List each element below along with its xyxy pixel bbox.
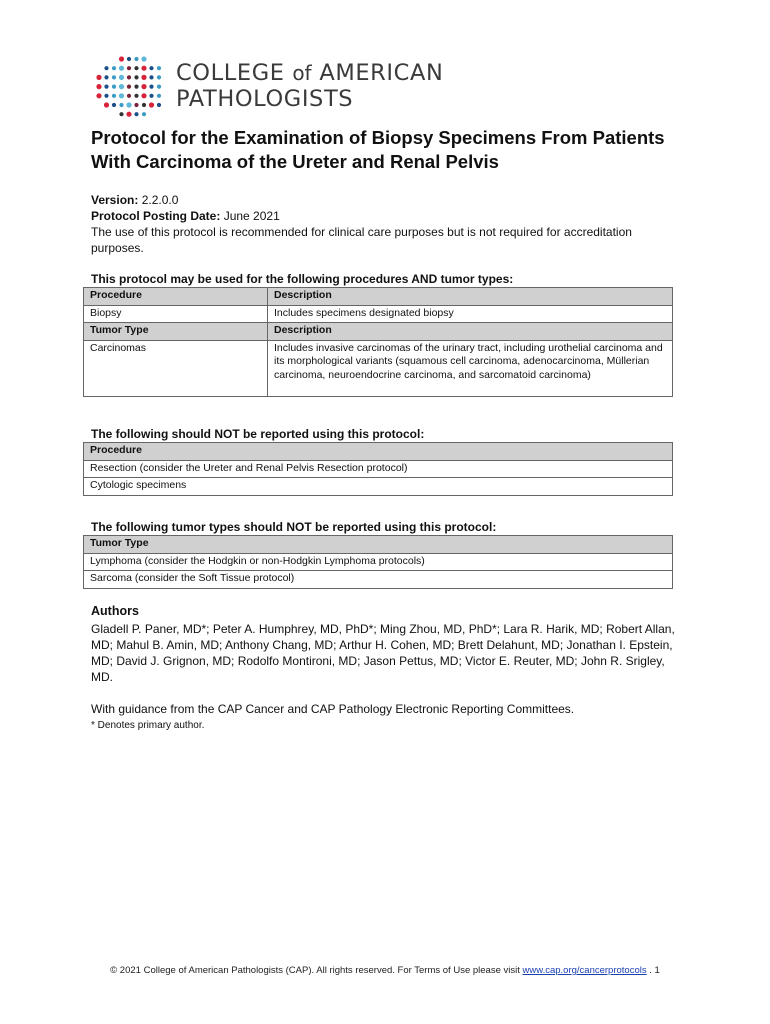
cap-logo-dots-icon	[94, 54, 164, 120]
guidance-text: With guidance from the CAP Cancer and CAP Pathology Electronic Reporting Committees.	[91, 702, 575, 716]
footer-copyright: © 2021 College of American Pathologists (CAP). All rights reserved. For Terms of Use please visit	[110, 965, 520, 976]
table-row	[84, 323, 673, 341]
not-tumors-heading: The following tumor types should NOT be reported using this protocol:	[91, 520, 497, 534]
table-row	[84, 571, 673, 589]
title-line-1: Protocol for the Examination of Biopsy Specimens From Patients	[91, 127, 665, 148]
table-cell: Lymphoma (consider the Hodgkin or non-Hodgkin Lymphoma protocols)	[84, 553, 673, 571]
table-cell: Tumor Type	[84, 536, 673, 554]
version-label: Version:	[91, 193, 139, 207]
table-cell: Resection (consider the Ureter and Renal Pelvis Resection protocol)	[84, 460, 673, 478]
posting-date-value: June 2021	[223, 209, 280, 223]
table-row	[84, 443, 673, 461]
table-row	[84, 460, 673, 478]
version-value: 2.2.0.0	[141, 193, 179, 207]
table-cell: Procedure	[84, 443, 673, 461]
table-cell: Sarcoma (consider the Soft Tissue protocol)	[84, 571, 673, 589]
title-line-2: With Carcinoma of the Ureter and Renal Pelvis	[91, 151, 499, 172]
table-row	[84, 340, 673, 396]
table-row	[84, 478, 673, 496]
posting-date-label: Protocol Posting Date:	[91, 209, 221, 223]
not-procedures-table	[83, 442, 673, 496]
table-cell: Procedure	[84, 288, 268, 306]
table-cell: Biopsy	[84, 305, 268, 323]
cap-logo	[94, 54, 514, 120]
cap-logo-text: COLLEGE of AMERICAN PATHOLOGISTS	[176, 60, 444, 112]
table-cell: Description	[268, 323, 673, 341]
not-procedures-heading: The following should NOT be reported using this protocol:	[91, 427, 425, 441]
primary-author-note: * Denotes primary author.	[91, 720, 205, 731]
authors-heading: Authors	[91, 604, 139, 618]
page-footer	[0, 965, 770, 976]
table-row	[84, 288, 673, 306]
cancer-protocols-link[interactable]: www.cap.org/cancerprotocols	[522, 965, 647, 976]
may-use-table	[83, 287, 673, 397]
table-cell: Cytologic specimens	[84, 478, 673, 496]
table-cell: Includes invasive carcinomas of the urinary tract, including urothelial carcinoma and its morphological variants (squamous cell carcinoma, adenocarcinoma, Müllerian carcinoma, neuroendocrine carcinoma, and sarcomatoid carcinoma)	[268, 340, 673, 396]
table-row	[84, 305, 673, 323]
table-cell: Includes specimens designated biopsy	[268, 305, 673, 323]
table-cell: Description	[268, 288, 673, 306]
page-number: . 1	[649, 965, 660, 976]
table-row	[84, 553, 673, 571]
usage-text: The use of this protocol is recommended for clinical care purposes but is not required for accreditation purposes.	[91, 225, 632, 255]
table-cell: Tumor Type	[84, 323, 268, 341]
protocol-meta	[91, 192, 681, 256]
table-cell: Carcinomas	[84, 340, 268, 396]
may-use-heading: This protocol may be used for the following procedures AND tumor types:	[91, 272, 514, 286]
authors-list: Gladell P. Paner, MD*; Peter A. Humphrey, MD, PhD*; Ming Zhou, MD, PhD*; Lara R. Harik, MD; Robert Allan, MD; Mahul B. Amin, MD; Anthony Chang, MD; Arthur H. Cohen, MD; Brett Delahunt, MD; Jonathan I. Epstein, MD; David J. Grignon, MD; Rodolfo Montironi, MD; Jason Pettus, MD; Victor E. Reuter, MD; John R. Srigley, MD.	[91, 622, 675, 684]
not-tumors-table	[83, 535, 673, 589]
table-row	[84, 536, 673, 554]
page-title	[91, 126, 711, 174]
